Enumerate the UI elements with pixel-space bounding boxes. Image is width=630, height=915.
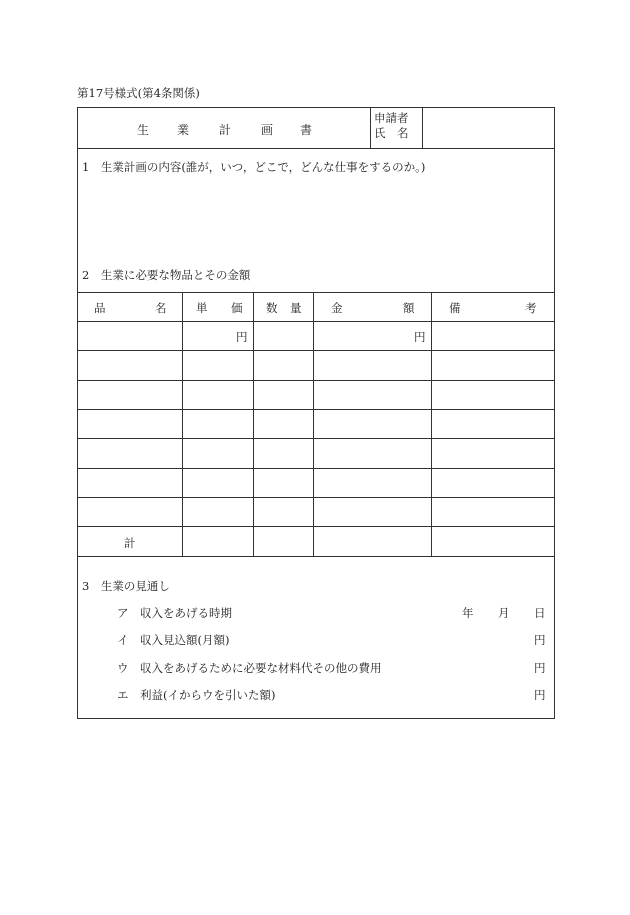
applicant-label [374, 111, 422, 141]
unit-month: 月 [498, 606, 510, 620]
title-char: 書 [300, 123, 313, 137]
section2-heading: 2 生業に必要な物品とその金額 [82, 268, 251, 282]
item-label-profit: 利益(イからウを引いた額) [140, 688, 276, 702]
table-top-line [77, 292, 555, 293]
section3-heading: 3 生業の見通し [82, 579, 170, 593]
unit-yen: 円 [534, 633, 546, 647]
table-row-line [77, 438, 555, 439]
table-row-line [77, 526, 555, 527]
title-divider [370, 107, 371, 148]
header-bottom-line [77, 148, 555, 149]
item-mark: エ [117, 688, 129, 702]
table-col-line [182, 292, 183, 556]
header-unit-price: 単 [196, 301, 208, 315]
form-number: 第17号様式(第4条関係) [77, 86, 200, 100]
applicant-name-field[interactable] [423, 108, 554, 147]
item-label-costs: 収入をあげるために必要な材料代その他の費用 [140, 661, 382, 675]
unit-year: 年 [462, 606, 474, 620]
unit-price-yen: 円 [236, 330, 248, 344]
section1-heading: 1 生業計画の内容(誰が，いつ，どこで，どんな仕事をするのか。) [82, 160, 426, 174]
unit-day: 日 [534, 606, 546, 620]
header-remarks: 備 [449, 301, 461, 315]
table-row-line [77, 468, 555, 469]
item-label-income: 収入見込額(月額) [140, 633, 230, 647]
header-unit-price: 価 [231, 301, 243, 315]
plan-content-field[interactable] [82, 178, 550, 258]
item-mark: ウ [117, 661, 129, 675]
total-label: 計 [124, 536, 136, 550]
table-col-line [431, 292, 432, 556]
applicant-label-line1: 申請者 [374, 111, 409, 125]
title-char: 計 [219, 123, 232, 137]
amount-yen: 円 [414, 330, 426, 344]
title-char: 画 [261, 123, 274, 137]
unit-yen: 円 [534, 688, 546, 702]
applicant-label-line2: 氏 名 [374, 126, 409, 140]
table-row-line [77, 409, 555, 410]
item-mark: ア [117, 606, 129, 620]
table-row-line [77, 321, 555, 322]
table-row-line [77, 380, 555, 381]
header-name: 名 [155, 301, 167, 315]
header-quantity: 数 [266, 301, 278, 315]
table-bottom-line [77, 556, 555, 557]
table-row-line [77, 350, 555, 351]
item-label-timing: 収入をあげる時期 [140, 606, 232, 620]
table-row-line [77, 497, 555, 498]
header-amount: 額 [403, 301, 415, 315]
header-name: 品 [94, 301, 106, 315]
title-char: 生 [137, 123, 150, 137]
unit-yen: 円 [534, 661, 546, 675]
table-col-line [313, 292, 314, 556]
item-mark: イ [117, 633, 129, 647]
header-remarks: 考 [525, 301, 537, 315]
header-quantity: 量 [290, 301, 302, 315]
header-amount: 金 [331, 301, 343, 315]
table-col-line [253, 292, 254, 556]
title-char: 業 [177, 123, 190, 137]
